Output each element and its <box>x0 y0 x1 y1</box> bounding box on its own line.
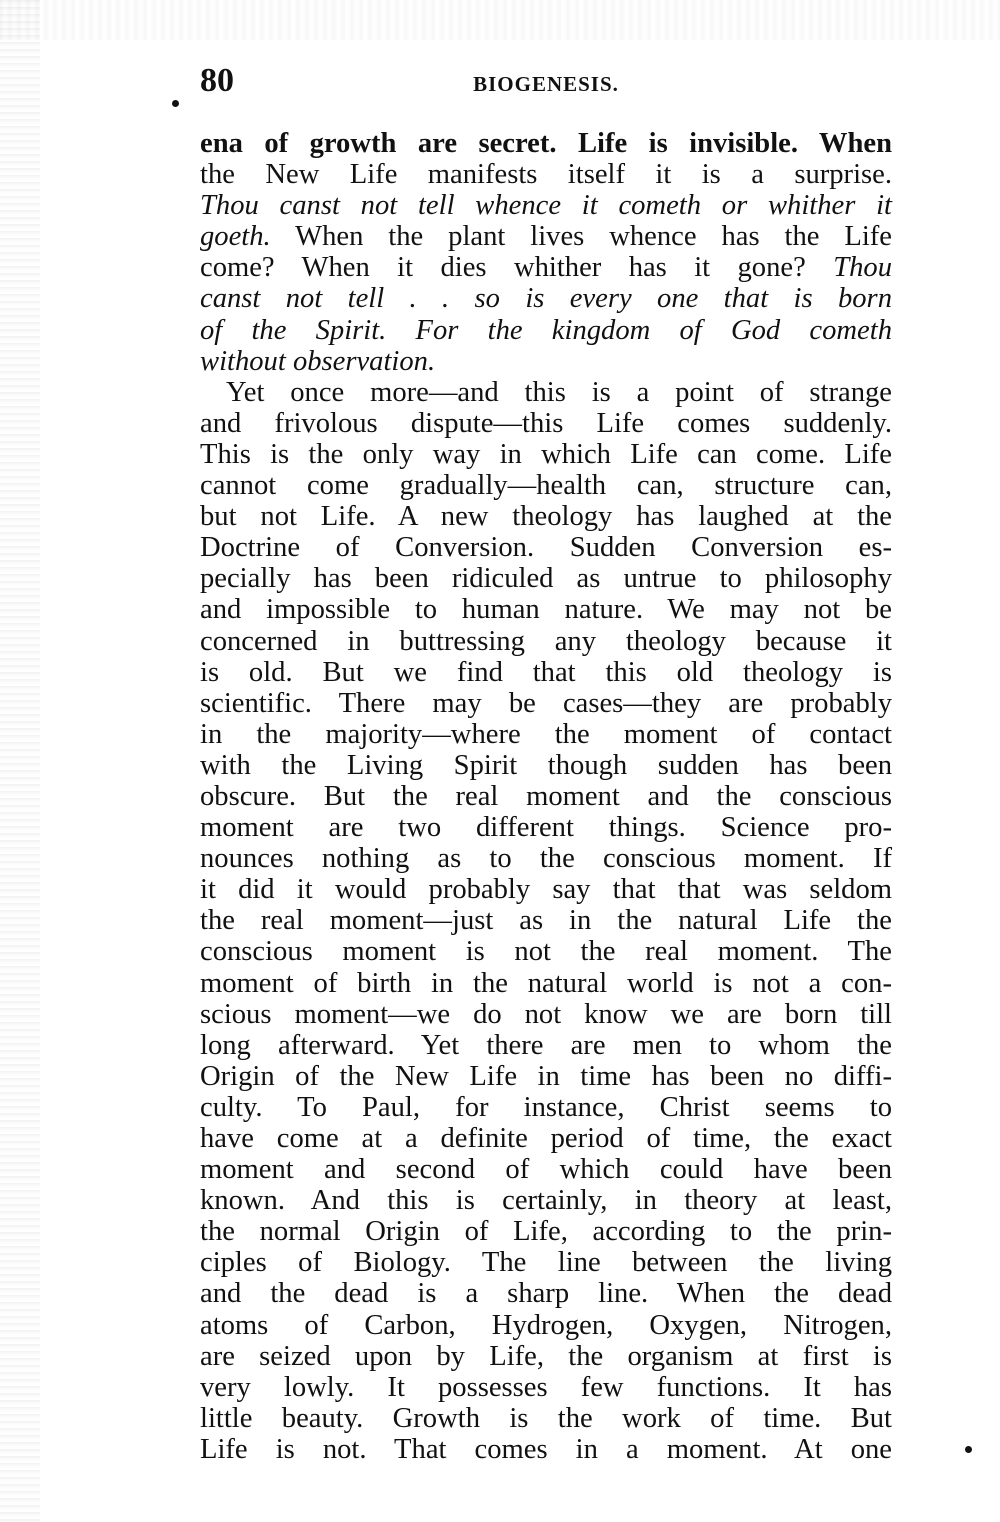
text-line: Yet once more—and this is a point of strange <box>226 376 892 408</box>
page-top-speckle <box>0 0 1000 40</box>
text-line: cannot come gradually—health can, structure can, <box>200 470 892 502</box>
italic-run: goeth. <box>200 221 271 253</box>
text-line: obscure. But the real moment and the conscious <box>200 780 892 812</box>
text-line: moment and second of which could have been <box>200 1154 892 1186</box>
text-line: Thou canst not tell whence it cometh or whither it <box>200 190 892 222</box>
text-line: without observation. <box>200 345 436 377</box>
running-head <box>200 62 892 102</box>
text-line: the New Life manifests itself it is a surprise. <box>200 159 892 191</box>
text-line: it did it would probably say that that was seldom <box>200 874 892 906</box>
text-line: and impossible to human nature. We may not be <box>200 594 892 626</box>
text-line: very lowly. It possesses few functions. It has <box>200 1371 892 1403</box>
text-line: pecially has been ridiculed as untrue to philosophy <box>200 563 892 595</box>
text-line: are seized upon by Life, the organism at first is <box>200 1340 892 1372</box>
text-line: have come at a definite period of time, the exact <box>200 1123 892 1154</box>
text-line: moment of birth in the natural world is not a con- <box>200 967 892 999</box>
italic-run: Thou <box>833 252 892 284</box>
text-line: ciples of Biology. The line between the living <box>200 1247 892 1279</box>
page-edge-speckle <box>0 0 40 1522</box>
text-line: the normal Origin of Life, according to the prin- <box>200 1216 892 1248</box>
text-line: scientific. There may be cases—they are probably <box>200 687 892 719</box>
text-line: known. And this is certainly, in theory at least, <box>200 1185 892 1217</box>
text-line: culty. To Paul, for instance, Christ seems to <box>200 1091 892 1123</box>
text-line: atoms of Carbon, Hydrogen, Oxygen, Nitrogen, <box>200 1309 892 1341</box>
print-speck <box>172 100 179 107</box>
text-line <box>200 221 892 252</box>
text-line: This is the only way in which Life can come. Life <box>200 438 892 470</box>
running-title: BIOGENESIS. <box>473 72 619 96</box>
text-line: concerned in buttressing any theology because it <box>200 625 892 657</box>
text-line <box>200 252 892 283</box>
roman-run: When the plant lives whence has the Life <box>270 221 892 253</box>
text-line: scious moment—we do not know we are born till <box>200 998 892 1030</box>
text-line: with the Living Spirit though sudden has been <box>200 749 892 781</box>
text-line: Life is not. That comes in a moment. At one <box>200 1433 892 1465</box>
text-line: in the majority—where the moment of contact <box>200 718 892 750</box>
text-line: ena of growth are secret. Life is invisible. When <box>200 128 892 159</box>
body-text <box>200 128 892 1465</box>
text-line: little beauty. Growth is the work of time. But <box>200 1402 892 1434</box>
text-line: and the dead is a sharp line. When the dead <box>200 1278 892 1310</box>
text-line: Origin of the New Life in time has been no diffi- <box>200 1060 892 1092</box>
text-line: the real moment—just as in the natural Life the <box>200 905 892 937</box>
text-line: but not Life. A new theology has laughed at the <box>200 501 892 533</box>
text-line: moment are two different things. Science pro- <box>200 812 892 844</box>
text-line: of the Spirit. For the kingdom of God cometh <box>200 314 892 346</box>
text-line: Doctrine of Conversion. Sudden Conversion es- <box>200 532 892 564</box>
roman-run: come? When it dies whither has it gone? <box>200 252 834 284</box>
print-speck <box>965 1446 972 1453</box>
text-line: canst not tell . . so is every one that is born <box>200 283 892 315</box>
text-line: is old. But we find that this old theology is <box>200 656 892 688</box>
text-line: long afterward. Yet there are men to whom the <box>200 1029 892 1061</box>
text-line: and frivolous dispute—this Life comes suddenly. <box>200 407 892 439</box>
text-line: nounces nothing as to the conscious moment. If <box>200 843 892 875</box>
text-line: conscious moment is not the real moment. The <box>200 936 892 968</box>
page-number: 80 <box>200 62 234 99</box>
